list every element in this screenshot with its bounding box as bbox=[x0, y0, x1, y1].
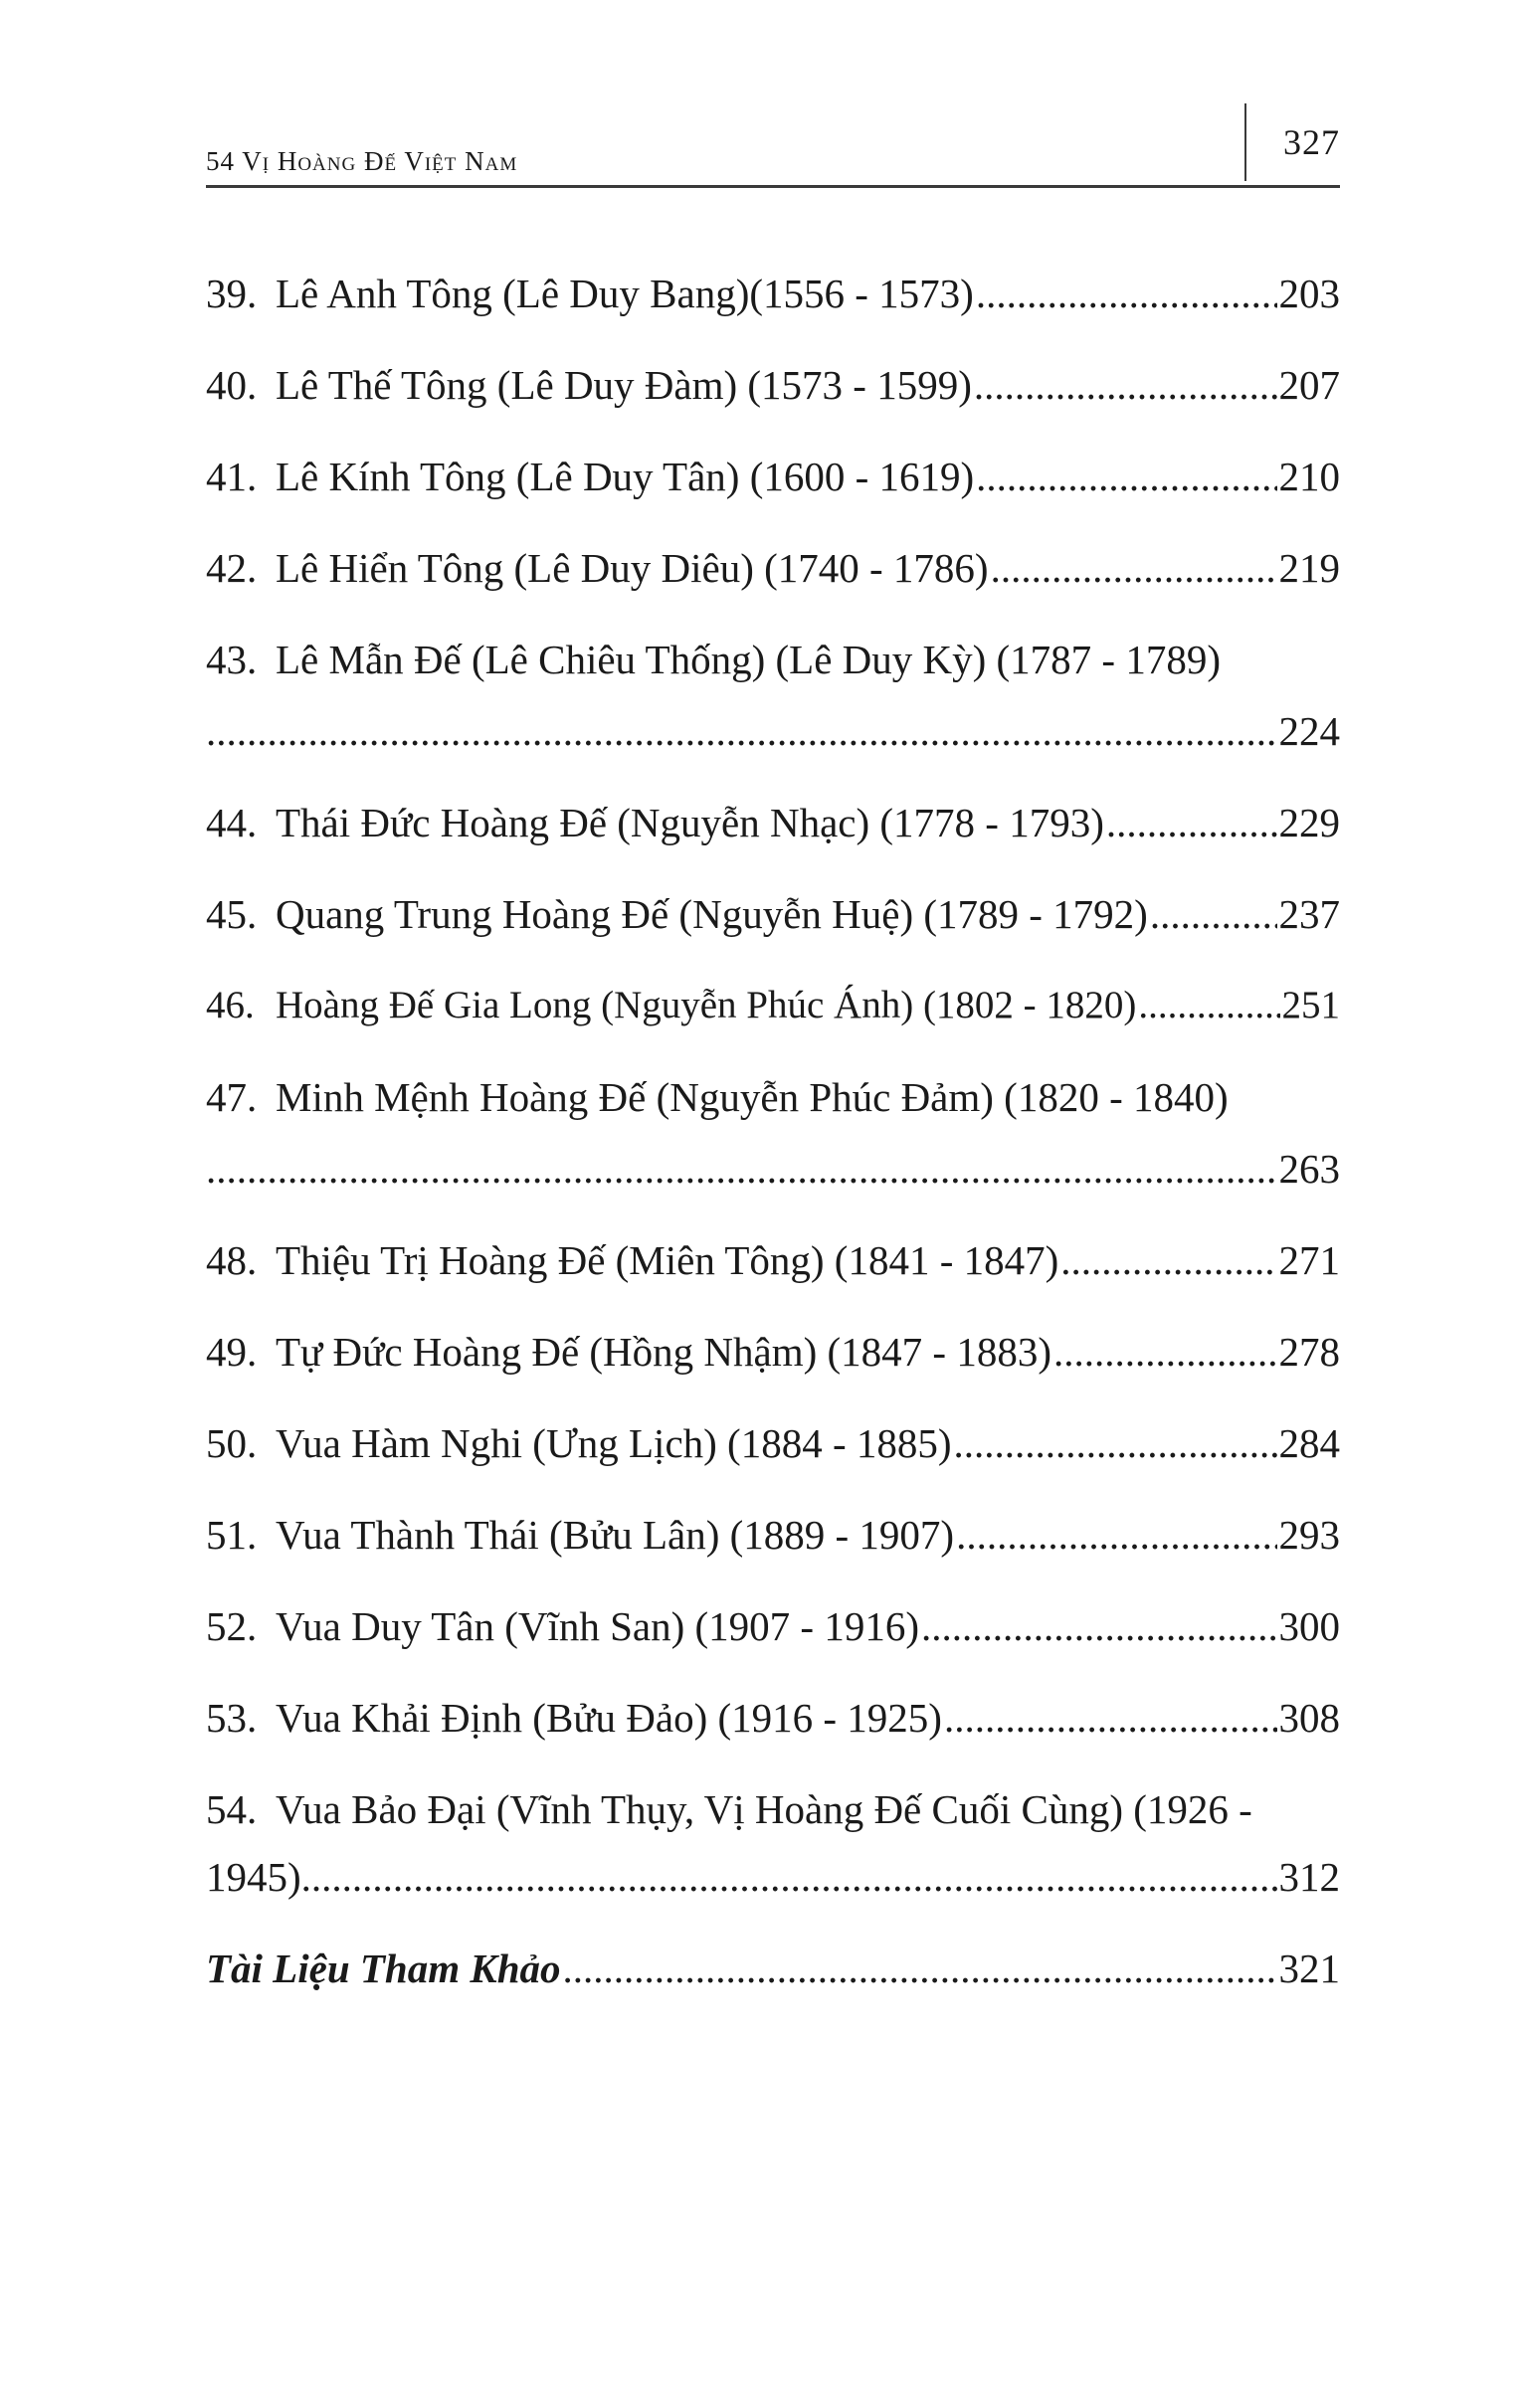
entry-page: 321 bbox=[1278, 1945, 1340, 1991]
entry-title: Tự Đức Hoàng Đế (Hồng Nhậm) (1847 - 1883) bbox=[276, 1329, 1051, 1375]
dot-leader bbox=[301, 1854, 1279, 1900]
entry-title: Lê Kính Tông (Lê Duy Tân) (1600 - 1619) bbox=[276, 454, 975, 499]
entry-page: 229 bbox=[1278, 800, 1340, 845]
table-of-contents bbox=[206, 271, 1340, 2037]
entry-page: 224 bbox=[1278, 708, 1340, 754]
dot-leader bbox=[976, 454, 1276, 499]
toc-entry[interactable] bbox=[206, 983, 1340, 1028]
book-title: 54 Vị Hoàng Đế Việt Nam bbox=[206, 146, 518, 176]
entry-number: 47. bbox=[206, 1074, 258, 1120]
entry-line bbox=[206, 1786, 1340, 1832]
entry-page: 251 bbox=[1281, 984, 1340, 1026]
dot-leader bbox=[563, 1945, 1277, 1991]
toc-entry[interactable] bbox=[206, 362, 1340, 408]
dot-leader bbox=[954, 1420, 1277, 1466]
entry-number: 39. bbox=[206, 271, 258, 316]
toc-entry[interactable] bbox=[206, 1074, 1340, 1192]
entry-line bbox=[206, 637, 1340, 682]
entry-page: 308 bbox=[1278, 1695, 1340, 1741]
entry-title: Quang Trung Hoàng Đế (Nguyễn Huệ) (1789 - 1792) bbox=[276, 891, 1148, 937]
entry-number: 44. bbox=[206, 800, 258, 845]
entry-page: 312 bbox=[1278, 1854, 1340, 1900]
entry-page: 203 bbox=[1278, 271, 1340, 316]
entry-title: Lê Hiển Tông (Lê Duy Diêu) (1740 - 1786) bbox=[276, 545, 989, 591]
toc-entry[interactable] bbox=[206, 1512, 1340, 1558]
entry-title: Lê Anh Tông (Lê Duy Bang)(1556 - 1573) bbox=[276, 271, 974, 316]
dot-leader bbox=[1138, 983, 1279, 1028]
entry-title: Vua Duy Tân (Vĩnh San) (1907 - 1916) bbox=[276, 1603, 919, 1649]
entry-number: 40. bbox=[206, 362, 258, 408]
dot-leader bbox=[956, 1512, 1276, 1558]
running-header bbox=[206, 99, 1340, 188]
toc-entry[interactable] bbox=[206, 637, 1340, 754]
entry-line bbox=[206, 1146, 1340, 1192]
entry-title: Vua Khải Định (Bửu Đảo) (1916 - 1925) bbox=[276, 1695, 942, 1741]
dot-leader bbox=[974, 362, 1277, 408]
entry-number: 49. bbox=[206, 1329, 258, 1375]
toc-entry[interactable] bbox=[206, 1329, 1340, 1375]
entry-number: 43. bbox=[206, 637, 258, 682]
dot-leader bbox=[944, 1695, 1277, 1741]
entry-page: 300 bbox=[1278, 1603, 1340, 1649]
entry-title: Lê Mẫn Đế (Lê Chiêu Thống) (Lê Duy Kỳ) (1787 - 1789) bbox=[276, 637, 1221, 682]
entry-page: 237 bbox=[1278, 891, 1340, 937]
dot-leader bbox=[1060, 1237, 1276, 1283]
entry-title: Tài Liệu Tham Khảo bbox=[206, 1945, 561, 1991]
entry-number: 42. bbox=[206, 545, 258, 591]
entry-page: 284 bbox=[1278, 1420, 1340, 1466]
toc-entry[interactable] bbox=[206, 1603, 1340, 1649]
toc-entry[interactable] bbox=[206, 1420, 1340, 1466]
toc-entry[interactable] bbox=[206, 1695, 1340, 1741]
dot-leader bbox=[991, 545, 1277, 591]
entry-line bbox=[206, 1854, 1340, 1900]
entry-number: 41. bbox=[206, 454, 258, 499]
toc-entry[interactable] bbox=[206, 800, 1340, 845]
entry-line bbox=[206, 1074, 1340, 1120]
toc-entry[interactable] bbox=[206, 545, 1340, 591]
dot-leader bbox=[1106, 800, 1277, 845]
entry-page: 271 bbox=[1278, 1237, 1340, 1283]
toc-entry[interactable] bbox=[206, 1786, 1340, 1900]
dot-leader bbox=[1150, 891, 1277, 937]
entry-page: 219 bbox=[1278, 545, 1340, 591]
entry-title: Thái Đức Hoàng Đế (Nguyễn Nhạc) (1778 - 1793) bbox=[276, 800, 1104, 845]
entry-page: 278 bbox=[1278, 1329, 1340, 1375]
entry-page: 210 bbox=[1278, 454, 1340, 499]
toc-entry[interactable] bbox=[206, 271, 1340, 316]
entry-page: 293 bbox=[1278, 1512, 1340, 1558]
entry-title: Vua Bảo Đại (Vĩnh Thụy, Vị Hoàng Đế Cuối Cùng) (1926 - bbox=[276, 1786, 1252, 1832]
dot-leader bbox=[976, 271, 1277, 316]
entry-number: 46. bbox=[206, 984, 255, 1026]
dot-leader bbox=[1053, 1329, 1277, 1375]
toc-entry-references[interactable] bbox=[206, 1945, 1340, 1991]
entry-title: Minh Mệnh Hoàng Đế (Nguyễn Phúc Đảm) (1820 - 1840) bbox=[276, 1074, 1229, 1120]
entry-title: Hoàng Đế Gia Long (Nguyễn Phúc Ánh) (1802 - 1820) bbox=[276, 984, 1137, 1026]
entry-title: Vua Hàm Nghi (Ưng Lịch) (1884 - 1885) bbox=[276, 1420, 952, 1466]
toc-entry[interactable] bbox=[206, 454, 1340, 499]
entry-title: Vua Thành Thái (Bửu Lân) (1889 - 1907) bbox=[276, 1512, 955, 1558]
toc-entry[interactable] bbox=[206, 1237, 1340, 1283]
entry-number: 45. bbox=[206, 891, 258, 937]
entry-number: 53. bbox=[206, 1695, 258, 1741]
entry-page: 207 bbox=[1278, 362, 1340, 408]
entry-number: 48. bbox=[206, 1237, 258, 1283]
page-number: 327 bbox=[1283, 122, 1340, 162]
entry-title: Thiệu Trị Hoàng Đế (Miên Tông) (1841 - 1847) bbox=[276, 1237, 1059, 1283]
entry-number: 52. bbox=[206, 1603, 258, 1649]
entry-line bbox=[206, 708, 1340, 754]
toc-entry[interactable] bbox=[206, 891, 1340, 937]
entry-number: 54. bbox=[206, 1786, 258, 1832]
dot-leader bbox=[206, 708, 1279, 754]
entry-number: 50. bbox=[206, 1420, 258, 1466]
entry-page: 263 bbox=[1278, 1146, 1340, 1192]
entry-title-continuation: 1945) bbox=[206, 1854, 301, 1900]
entry-number: 51. bbox=[206, 1512, 258, 1558]
dot-leader bbox=[921, 1603, 1277, 1649]
dot-leader bbox=[206, 1146, 1279, 1192]
header-divider bbox=[1244, 103, 1246, 181]
entry-title: Lê Thế Tông (Lê Duy Đàm) (1573 - 1599) bbox=[276, 362, 972, 408]
